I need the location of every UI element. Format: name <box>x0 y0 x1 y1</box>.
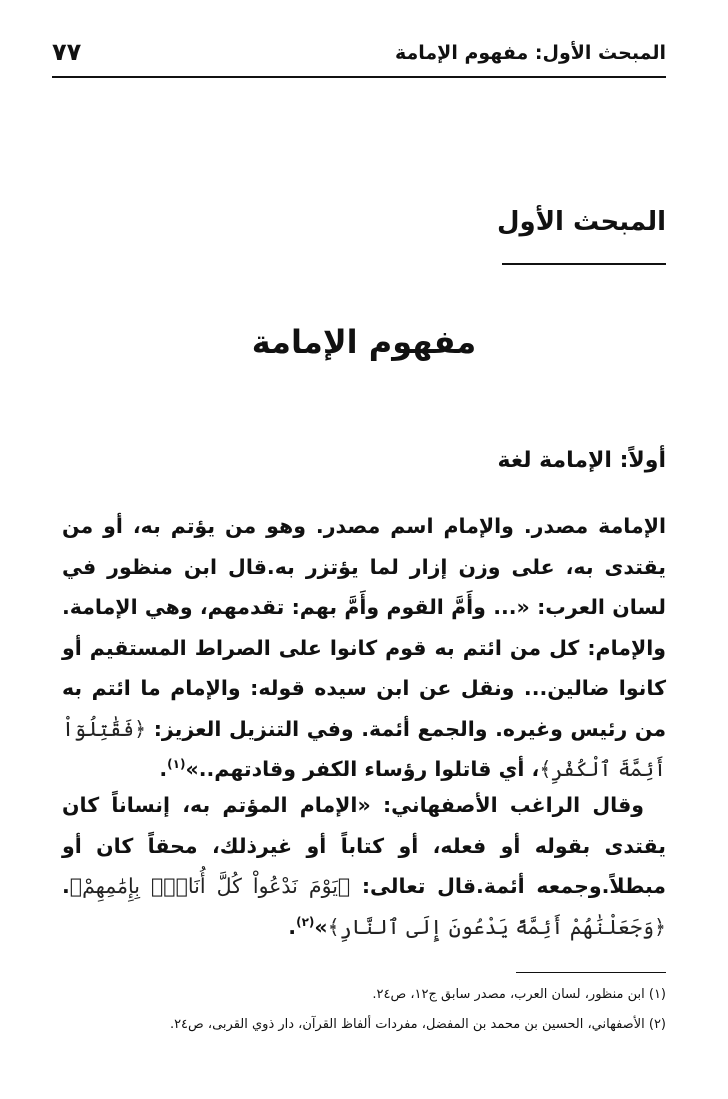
subheading: أولاً: الإمامة لغة <box>497 448 666 473</box>
section-heading: المبحث الأول <box>496 207 666 237</box>
paragraph-separator: . <box>62 874 70 898</box>
footnote-1: (١) ابن منظور، لسان العرب، مصدر سابق ج١٢، ص٢٤. <box>372 987 666 1002</box>
paragraph-text: وقال الراغب الأصفهاني: «الإمام المؤتم به، إنساناً كان يقتدى بقوله أو فعله، أو كتاباً أو غيرذلك، محقاً كان أو مبطلاً.وجمعه أئمة.قال تعالى: <box>62 793 666 898</box>
footnote-separator <box>516 972 666 973</box>
quran-verse: ﴿فَقَٰتِلُوٓاْ أَئِمَّةَ ٱلْكُفْرِ﴾ <box>62 716 666 781</box>
running-header <box>52 36 666 78</box>
paragraph-text: ، أي قاتلوا رؤساء الكفر وقادتهم..» <box>185 757 540 781</box>
quran-verse: ﴿وَجَعَلْنَٰهُمْ أَئِمَّةً يَدْعُونَ إِلَى ٱلنَّارِ﴾ <box>327 914 666 939</box>
footnote-marker: (٢) <box>296 914 315 929</box>
paragraph-text: الإمامة مصدر. والإمام اسم مصدر. وهو من يؤتم به، أو من يقتدى به، على وزن إزار لما يؤتزر به.قال ابن منظور في لسان العرب: «... وأَمَّ القوم وأَمَّ بهم: تقدمهم، وهي الإمامة. والإمام: كل من ائتم به قوم كانوا على الصراط المستقيم أو كانوا ضالين... ونقل عن ابن سيده قوله: والإمام ما ائتم به من رئيس وغيره. والجمع أئمة. وفي التنزيل العزيز: <box>62 514 667 741</box>
paragraph-isfahani-definition <box>62 785 666 947</box>
heading-underline <box>502 263 666 265</box>
paragraph-linguistic-definition <box>62 506 666 790</box>
running-title: المبحث الأول: مفهوم الإمامة <box>394 42 666 64</box>
paragraph-end: . <box>159 757 168 781</box>
paragraph-end: . <box>288 914 297 939</box>
footnote-marker: (١) <box>167 757 186 772</box>
page-number: ٧٧ <box>52 38 82 66</box>
footnote-2: (٢) الأصفهاني، الحسين بن محمد بن المفضل، مفردات ألفاظ القرآن، دار ذوي القربى، ص٢٤. <box>169 1017 666 1032</box>
closing-quote: » <box>314 914 328 939</box>
quran-verse: ﴿يَوْمَ نَدْعُواْ كُلَّ أُنَاسٍۭ بِإِمَٰمِهِمْ﴾ <box>69 874 351 898</box>
chapter-title: مفهوم الإمامة <box>251 323 477 361</box>
